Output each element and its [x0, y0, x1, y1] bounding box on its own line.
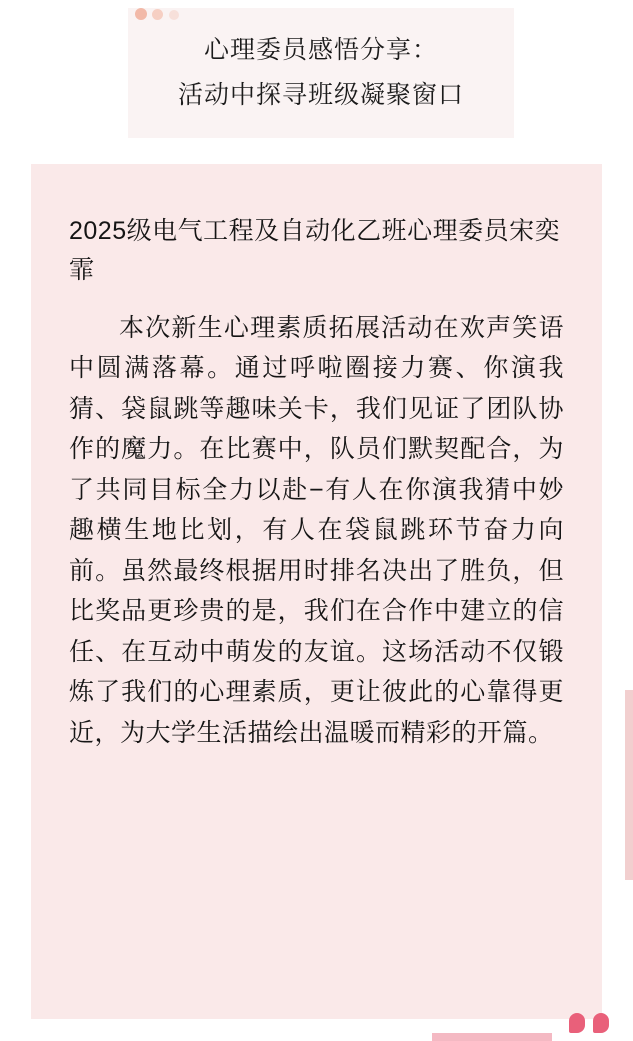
- decorative-dot-icon: [152, 9, 163, 20]
- title-line-2: 活动中探寻班级凝聚窗口: [177, 81, 464, 109]
- bottom-bar-decoration: [432, 1033, 552, 1041]
- decorative-dot-icon: [169, 10, 179, 20]
- quote-dot-icon: [569, 1013, 585, 1033]
- decorative-dot-icon: [135, 8, 147, 20]
- quote-mark-icon: [569, 1013, 609, 1033]
- body-paragraph: 本次新生心理素质拓展活动在欢声笑语中圆满落幕。通过呼啦圈接力赛、你演我猜、袋鼠跳等趣味关卡，我们见证了团队协作的魔力。在比赛中，队员们默契配合，为了共同目标全力以赴−有人在你演我猜中妙趣横生地比划，有人在袋鼠跳环节奋力向前。虽然最终根据用时排名决出了胜负，但比奖品更珍贵的是，我们在合作中建立的信任、在互动中萌发的友谊。这场活动不仅锻炼了我们的心理素质，更让彼此的心靠得更近，为大学生活描绘出温暖而精彩的开篇。: [69, 313, 564, 747]
- author-byline: 2025级电气工程及自动化乙班心理委员宋奕霏: [69, 217, 561, 284]
- quote-dot-icon: [593, 1013, 609, 1033]
- right-edge-decoration: [625, 690, 633, 880]
- title-line-1: 心理委员感悟分享：: [203, 35, 438, 64]
- body-card: [31, 164, 602, 1019]
- title-card: [128, 8, 514, 138]
